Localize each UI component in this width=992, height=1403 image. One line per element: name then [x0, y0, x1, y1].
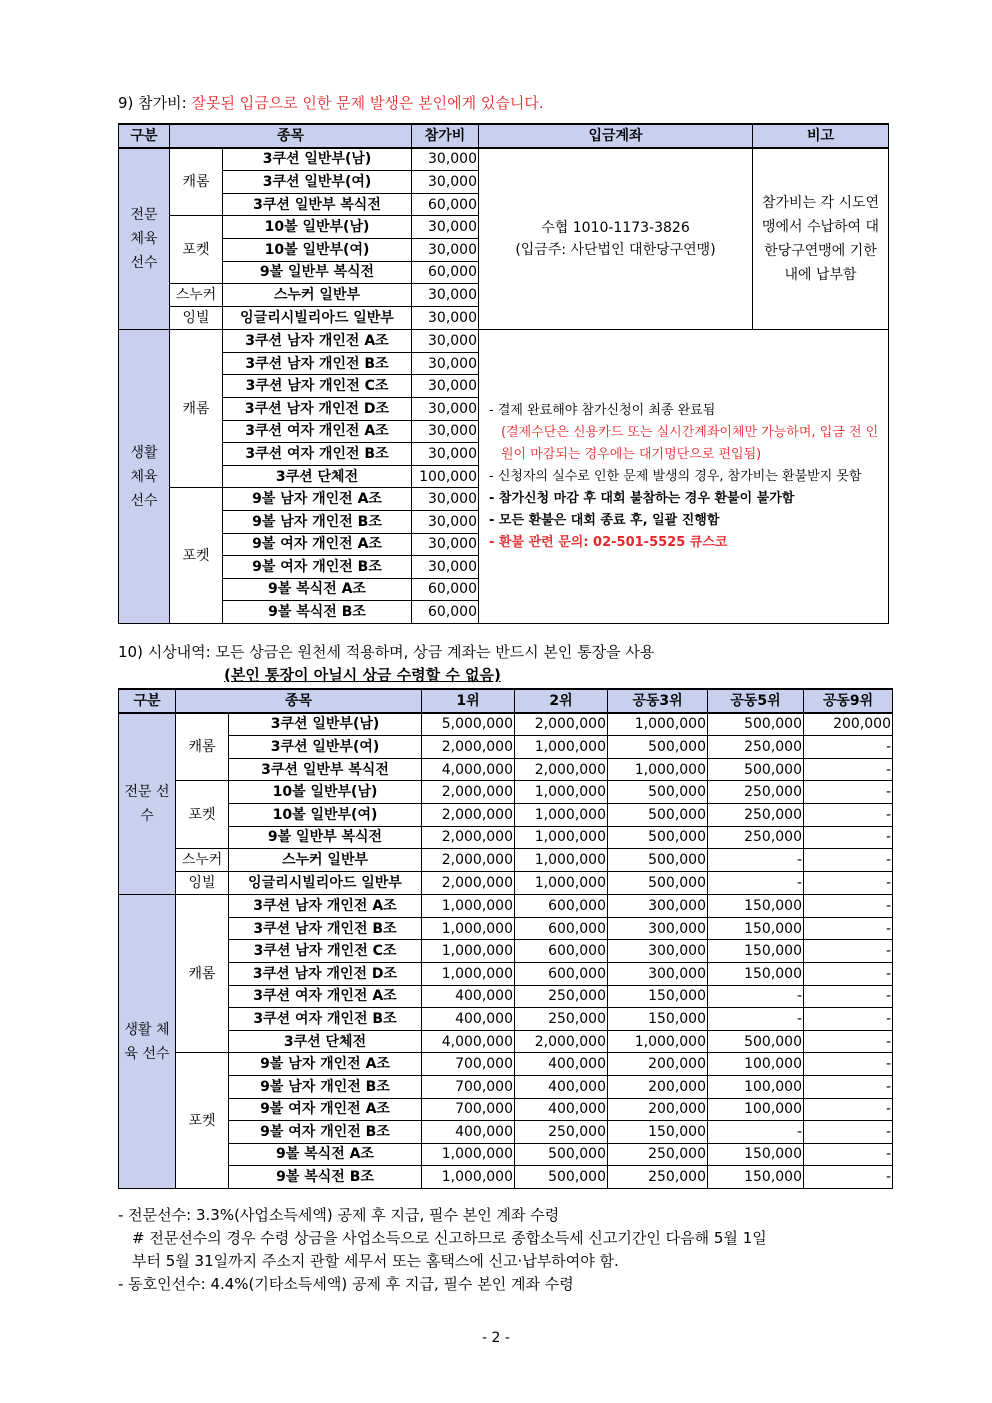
prize-event-name: 3쿠션 남자 개인전 A조 — [229, 895, 422, 918]
prize-amount-p3: 200,000 — [608, 1098, 708, 1121]
prize-subcategory: 캐롬 — [176, 895, 229, 1053]
prize-amount-p9: - — [804, 758, 893, 781]
prize-amount-p1: 5,000,000 — [422, 713, 515, 736]
prize-amount-p5: 500,000 — [708, 758, 804, 781]
prize-group-pro: 전문 선수 — [119, 713, 176, 895]
prize-amount-p2: 2,000,000 — [515, 758, 608, 781]
prize-amount-p9: - — [804, 917, 893, 940]
prize-amount-p1: 2,000,000 — [422, 826, 515, 849]
prize-amount-p9: - — [804, 826, 893, 849]
prize-row — [119, 758, 893, 781]
fee-header-category: 구분 — [119, 124, 170, 148]
fee-event-name: 스누커 일반부 — [223, 284, 412, 307]
prize-amount-p3: 150,000 — [608, 1121, 708, 1144]
fee-note-n6: - 환불 관련 문의: 02-501-5525 큐스코 — [489, 534, 728, 550]
prize-amount-p1: 1,000,000 — [422, 940, 515, 963]
prize-event-name: 9볼 여자 개인전 A조 — [229, 1098, 422, 1121]
fee-event-name: 3쿠션 일반부 복식전 — [223, 193, 412, 216]
prize-row — [119, 985, 893, 1008]
prize-amount-p3: 300,000 — [608, 917, 708, 940]
prize-table — [118, 688, 893, 1189]
fee-row — [119, 330, 889, 353]
section-10-subtitle — [224, 664, 501, 685]
fee-amount: 100,000 — [412, 465, 479, 488]
prize-amount-p3: 300,000 — [608, 962, 708, 985]
fee-note-n4: - 참가신청 마감 후 대회 불참하는 경우 환불이 불가함 — [489, 490, 795, 506]
prize-amount-p3: 150,000 — [608, 1008, 708, 1031]
prize-row — [119, 781, 893, 804]
prize-row — [119, 872, 893, 895]
prize-amount-p5: 150,000 — [708, 895, 804, 918]
fee-subcategory: 포켓 — [170, 216, 223, 284]
prize-amount-p5: 250,000 — [708, 736, 804, 759]
prize-event-name: 9볼 남자 개인전 A조 — [229, 1053, 422, 1076]
fee-amount: 30,000 — [412, 420, 479, 443]
prize-amount-p2: 2,000,000 — [515, 1030, 608, 1053]
prize-header-5th: 공동5위 — [708, 689, 804, 713]
prize-amount-p3: 150,000 — [608, 985, 708, 1008]
prize-amount-p9: - — [804, 803, 893, 826]
prize-amount-p2: 2,000,000 — [515, 713, 608, 736]
fee-header-fee: 참가비 — [412, 124, 479, 148]
prize-amount-p1: 400,000 — [422, 985, 515, 1008]
fee-event-name: 9볼 남자 개인전 A조 — [223, 488, 412, 511]
prize-amount-p2: 400,000 — [515, 1075, 608, 1098]
prize-amount-p1: 2,000,000 — [422, 736, 515, 759]
prize-row — [119, 1121, 893, 1144]
fee-event-name: 10볼 일반부(남) — [223, 216, 412, 239]
prize-amount-p9: - — [804, 1121, 893, 1144]
fee-table — [118, 123, 889, 624]
prize-amount-p9: - — [804, 1166, 893, 1189]
fee-note-n5: - 모든 환불은 대회 종료 후, 일괄 진행함 — [489, 512, 720, 528]
prize-event-name: 10볼 일반부(여) — [229, 803, 422, 826]
fee-event-name: 3쿠션 일반부(여) — [223, 171, 412, 194]
prize-amount-p3: 250,000 — [608, 1143, 708, 1166]
fee-event-name: 3쿠션 여자 개인전 B조 — [223, 443, 412, 466]
prize-amount-p5: - — [708, 1121, 804, 1144]
footnote-amateur: - 동호인선수: 4.4%(기타소득세액) 공제 후 지급, 필수 본인 계좌 수령 — [118, 1275, 574, 1293]
prize-amount-p5: - — [708, 985, 804, 1008]
fee-amount: 30,000 — [412, 238, 479, 261]
fee-table-body — [119, 148, 889, 624]
prize-amount-p1: 4,000,000 — [422, 758, 515, 781]
fee-subcategory: 잉빌 — [170, 307, 223, 330]
fee-subcategory: 캐롬 — [170, 330, 223, 488]
prize-event-name: 9볼 여자 개인전 B조 — [229, 1121, 422, 1144]
prize-subcategory: 포켓 — [176, 1053, 229, 1189]
prize-amount-p5: - — [708, 872, 804, 895]
prize-amount-p2: 1,000,000 — [515, 849, 608, 872]
prize-event-name: 10볼 일반부(남) — [229, 781, 422, 804]
prize-amount-p1: 2,000,000 — [422, 803, 515, 826]
prize-amount-p3: 200,000 — [608, 1075, 708, 1098]
page-number: - 2 - — [482, 1330, 510, 1346]
prize-amount-p3: 500,000 — [608, 803, 708, 826]
prize-amount-p2: 400,000 — [515, 1053, 608, 1076]
fee-event-name: 3쿠션 여자 개인전 A조 — [223, 420, 412, 443]
fee-account-cell — [479, 148, 753, 330]
fee-notes — [479, 330, 889, 624]
prize-header-9th: 공동9위 — [804, 689, 893, 713]
fee-header-memo: 비고 — [753, 124, 889, 148]
fee-event-name: 9볼 남자 개인전 B조 — [223, 510, 412, 533]
prize-row — [119, 917, 893, 940]
fee-amount: 30,000 — [412, 397, 479, 420]
prize-event-name: 3쿠션 단체전 — [229, 1030, 422, 1053]
prize-amount-p5: 500,000 — [708, 1030, 804, 1053]
fee-event-name: 3쿠션 남자 개인전 D조 — [223, 397, 412, 420]
fee-event-name: 잉글리시빌리아드 일반부 — [223, 307, 412, 330]
prize-event-name: 3쿠션 남자 개인전 B조 — [229, 917, 422, 940]
fee-group-amateur: 생활 체육 선수 — [119, 330, 170, 624]
prize-amount-p3: 1,000,000 — [608, 1030, 708, 1053]
prize-amount-p1: 400,000 — [422, 1008, 515, 1031]
prize-amount-p2: 500,000 — [515, 1143, 608, 1166]
fee-amount: 60,000 — [412, 601, 479, 624]
prize-amount-p1: 1,000,000 — [422, 917, 515, 940]
fee-event-name: 9볼 여자 개인전 A조 — [223, 533, 412, 556]
fee-subcategory: 캐롬 — [170, 148, 223, 216]
prize-subcategory: 잉빌 — [176, 872, 229, 895]
prize-amount-p5: 500,000 — [708, 713, 804, 736]
prize-amount-p5: 100,000 — [708, 1098, 804, 1121]
prize-amount-p3: 1,000,000 — [608, 713, 708, 736]
fee-amount: 60,000 — [412, 261, 479, 284]
fee-amount: 30,000 — [412, 148, 479, 171]
prize-amount-p5: 100,000 — [708, 1053, 804, 1076]
prize-amount-p2: 250,000 — [515, 985, 608, 1008]
fee-event-name: 3쿠션 남자 개인전 C조 — [223, 375, 412, 398]
prize-amount-p5: 150,000 — [708, 962, 804, 985]
fee-event-name: 9볼 복식전 B조 — [223, 601, 412, 624]
prize-amount-p3: 500,000 — [608, 849, 708, 872]
prize-row — [119, 1053, 893, 1076]
prize-amount-p1: 2,000,000 — [422, 872, 515, 895]
prize-amount-p2: 1,000,000 — [515, 803, 608, 826]
fee-subcategory: 스누커 — [170, 284, 223, 307]
prize-event-name: 3쿠션 일반부 복식전 — [229, 758, 422, 781]
fee-subcategory: 포켓 — [170, 488, 223, 624]
fee-event-name: 3쿠션 일반부(남) — [223, 148, 412, 171]
prize-amount-p9: - — [804, 781, 893, 804]
prize-group-amateur: 생활 체육 선수 — [119, 895, 176, 1189]
fee-event-name: 10볼 일반부(여) — [223, 238, 412, 261]
prize-amount-p5: - — [708, 1008, 804, 1031]
prize-row — [119, 1008, 893, 1031]
fee-note-n1: - 결제 완료해야 참가신청이 최종 완료됨 — [489, 402, 716, 418]
prize-amount-p9: - — [804, 895, 893, 918]
section-9-label: 9) 참가비: — [118, 94, 192, 112]
prize-amount-p3: 500,000 — [608, 872, 708, 895]
prize-row — [119, 940, 893, 963]
fee-event-name: 9볼 복식전 A조 — [223, 578, 412, 601]
prize-amount-p2: 1,000,000 — [515, 736, 608, 759]
prize-event-name: 3쿠션 일반부(남) — [229, 713, 422, 736]
prize-table-body — [119, 713, 893, 1189]
prize-amount-p2: 600,000 — [515, 940, 608, 963]
prize-amount-p5: 250,000 — [708, 803, 804, 826]
prize-amount-p9: 200,000 — [804, 713, 893, 736]
prize-amount-p2: 250,000 — [515, 1121, 608, 1144]
prize-amount-p3: 250,000 — [608, 1166, 708, 1189]
prize-amount-p5: 150,000 — [708, 1143, 804, 1166]
fee-account-holder: (입금주: 사단법인 대한당구연맹) — [515, 241, 716, 258]
prize-amount-p3: 1,000,000 — [608, 758, 708, 781]
prize-event-name: 3쿠션 여자 개인전 B조 — [229, 1008, 422, 1031]
prize-amount-p1: 700,000 — [422, 1075, 515, 1098]
prize-amount-p3: 300,000 — [608, 940, 708, 963]
fee-amount: 30,000 — [412, 443, 479, 466]
section-9-title — [118, 92, 544, 113]
prize-amount-p5: - — [708, 849, 804, 872]
prize-table-header — [119, 689, 893, 713]
prize-event-name: 3쿠션 남자 개인전 D조 — [229, 962, 422, 985]
prize-header-category: 구분 — [119, 689, 176, 713]
section-10-title: 10) 시상내역: 모든 상금은 원천세 적용하며, 상금 계좌는 반드시 본인 통장을 사용 — [118, 643, 655, 661]
prize-event-name: 3쿠션 남자 개인전 C조 — [229, 940, 422, 963]
fee-amount: 30,000 — [412, 375, 479, 398]
prize-row — [119, 803, 893, 826]
prize-amount-p9: - — [804, 1008, 893, 1031]
prize-amount-p1: 400,000 — [422, 1121, 515, 1144]
fee-amount: 60,000 — [412, 193, 479, 216]
prize-row — [119, 1075, 893, 1098]
prize-amount-p1: 1,000,000 — [422, 1166, 515, 1189]
prize-event-name: 3쿠션 일반부(여) — [229, 736, 422, 759]
fee-amount: 30,000 — [412, 330, 479, 353]
prize-event-name: 잉글리시빌리아드 일반부 — [229, 872, 422, 895]
fee-account-number: 수협 1010-1173-3826 — [541, 219, 690, 236]
prize-amount-p1: 2,000,000 — [422, 781, 515, 804]
prize-amount-p2: 1,000,000 — [515, 872, 608, 895]
prize-row — [119, 736, 893, 759]
prize-row — [119, 713, 893, 736]
prize-amount-p1: 1,000,000 — [422, 962, 515, 985]
fee-amount: 30,000 — [412, 284, 479, 307]
prize-header-3rd: 공동3위 — [608, 689, 708, 713]
prize-row — [119, 1098, 893, 1121]
prize-amount-p3: 500,000 — [608, 826, 708, 849]
fee-amount: 30,000 — [412, 216, 479, 239]
prize-row — [119, 1143, 893, 1166]
fee-event-name: 3쿠션 남자 개인전 A조 — [223, 330, 412, 353]
prize-amount-p9: - — [804, 1098, 893, 1121]
prize-amount-p9: - — [804, 1075, 893, 1098]
prize-amount-p2: 250,000 — [515, 1008, 608, 1031]
fee-event-name: 9볼 여자 개인전 B조 — [223, 556, 412, 579]
prize-row — [119, 849, 893, 872]
prize-amount-p2: 500,000 — [515, 1166, 608, 1189]
fee-memo: 참가비는 각 시도연맹에서 수납하여 대한당구연맹에 기한 내에 납부함 — [753, 148, 889, 330]
prize-amount-p2: 600,000 — [515, 895, 608, 918]
fee-table-header — [119, 124, 889, 148]
prize-amount-p5: 250,000 — [708, 781, 804, 804]
prize-subcategory: 포켓 — [176, 781, 229, 849]
prize-amount-p2: 400,000 — [515, 1098, 608, 1121]
prize-header-event: 종목 — [176, 689, 422, 713]
fee-amount: 30,000 — [412, 488, 479, 511]
prize-amount-p9: - — [804, 1143, 893, 1166]
fee-amount: 30,000 — [412, 352, 479, 375]
section-9-warning: 잘못된 입금으로 인한 문제 발생은 본인에게 있습니다. — [191, 94, 544, 112]
fee-amount: 30,000 — [412, 556, 479, 579]
prize-event-name: 9볼 일반부 복식전 — [229, 826, 422, 849]
footnote-tax-line1: # 전문선수의 경우 수령 상금을 사업소득으로 신고하므로 종합소득세 신고기간인 다음해 5월 1일 — [132, 1229, 767, 1247]
prize-amount-p9: - — [804, 1030, 893, 1053]
prize-amount-p2: 600,000 — [515, 962, 608, 985]
prize-amount-p3: 300,000 — [608, 895, 708, 918]
prize-amount-p5: 150,000 — [708, 940, 804, 963]
fee-header-account: 입금계좌 — [479, 124, 753, 148]
fee-note-n2: (결제수단은 신용카드 또는 실시간계좌이체만 가능하며, 입금 전 인원이 마감되는 경우에는 대기명단으로 편입됨) — [501, 424, 879, 462]
prize-amount-p9: - — [804, 736, 893, 759]
prize-row — [119, 1030, 893, 1053]
prize-subcategory: 캐롬 — [176, 713, 229, 781]
prize-event-name: 9볼 복식전 B조 — [229, 1166, 422, 1189]
prize-amount-p1: 1,000,000 — [422, 895, 515, 918]
prize-subcategory: 스누커 — [176, 849, 229, 872]
prize-row — [119, 962, 893, 985]
section-10-warning: (본인 통장이 아닐시 상금 수령할 수 없음) — [224, 666, 501, 684]
prize-event-name: 9볼 복식전 A조 — [229, 1143, 422, 1166]
prize-amount-p9: - — [804, 849, 893, 872]
prize-amount-p1: 1,000,000 — [422, 1143, 515, 1166]
prize-amount-p1: 4,000,000 — [422, 1030, 515, 1053]
prize-amount-p3: 500,000 — [608, 736, 708, 759]
prize-event-name: 9볼 남자 개인전 B조 — [229, 1075, 422, 1098]
prize-amount-p9: - — [804, 872, 893, 895]
prize-amount-p3: 200,000 — [608, 1053, 708, 1076]
prize-amount-p5: 150,000 — [708, 1166, 804, 1189]
fee-event-name: 9볼 일반부 복식전 — [223, 261, 412, 284]
prize-amount-p9: - — [804, 940, 893, 963]
prize-header-2nd: 2위 — [515, 689, 608, 713]
footnote-pro: - 전문선수: 3.3%(사업소득세액) 공제 후 지급, 필수 본인 계좌 수령 — [118, 1206, 560, 1224]
prize-amount-p2: 1,000,000 — [515, 826, 608, 849]
prize-event-name: 3쿠션 여자 개인전 A조 — [229, 985, 422, 1008]
prize-amount-p1: 700,000 — [422, 1053, 515, 1076]
fee-amount: 30,000 — [412, 171, 479, 194]
prize-amount-p5: 150,000 — [708, 917, 804, 940]
prize-amount-p5: 250,000 — [708, 826, 804, 849]
fee-amount: 60,000 — [412, 578, 479, 601]
fee-amount: 30,000 — [412, 533, 479, 556]
fee-row — [119, 148, 889, 171]
prize-amount-p9: - — [804, 962, 893, 985]
prize-amount-p1: 700,000 — [422, 1098, 515, 1121]
prize-amount-p3: 500,000 — [608, 781, 708, 804]
fee-group-pro: 전문 체육 선수 — [119, 148, 170, 330]
prize-amount-p9: - — [804, 1053, 893, 1076]
prize-event-name: 스누커 일반부 — [229, 849, 422, 872]
fee-note-n3: - 신청자의 실수로 인한 문제 발생의 경우, 참가비는 환불받지 못함 — [489, 468, 862, 484]
prize-header-1st: 1위 — [422, 689, 515, 713]
prize-amount-p1: 2,000,000 — [422, 849, 515, 872]
fee-event-name: 3쿠션 남자 개인전 B조 — [223, 352, 412, 375]
fee-header-event: 종목 — [170, 124, 412, 148]
prize-amount-p2: 600,000 — [515, 917, 608, 940]
fee-event-name: 3쿠션 단체전 — [223, 465, 412, 488]
prize-amount-p5: 100,000 — [708, 1075, 804, 1098]
prize-amount-p9: - — [804, 985, 893, 1008]
fee-amount: 30,000 — [412, 510, 479, 533]
prize-amount-p2: 1,000,000 — [515, 781, 608, 804]
prize-row — [119, 895, 893, 918]
prize-row — [119, 826, 893, 849]
footnote-tax-line2: 부터 5월 31일까지 주소지 관할 세무서 또는 홈택스에 신고·납부하여야 함. — [132, 1252, 619, 1270]
fee-amount: 30,000 — [412, 307, 479, 330]
prize-row — [119, 1166, 893, 1189]
